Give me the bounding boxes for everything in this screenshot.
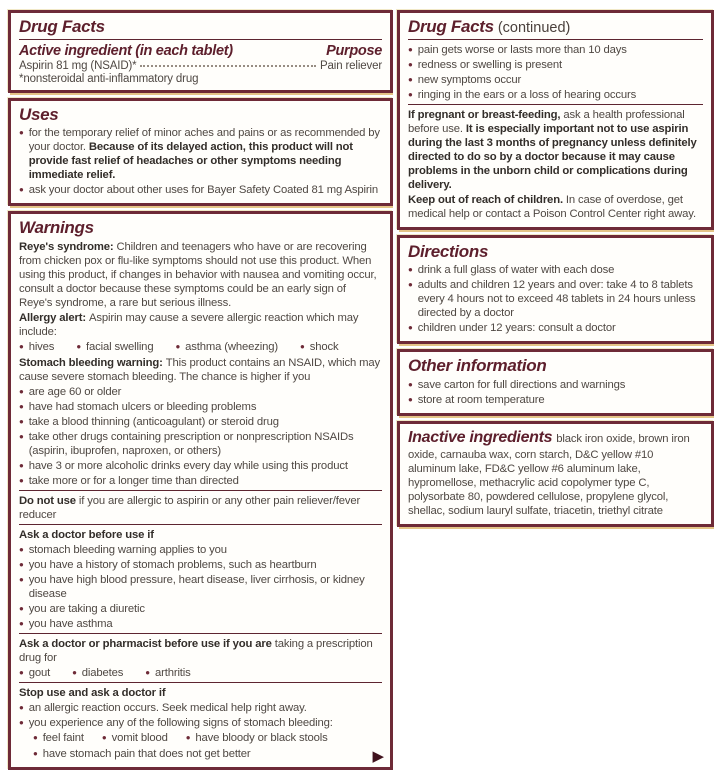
bullet-item <box>408 58 703 72</box>
bullet-icon: ● <box>408 89 413 99</box>
bold-text-run: It is especially important not to use aspirin during the last 3 months of pregnancy unless definitely directed to do so by a doctor because it may cause problems in the unborn child or complications during delivery. <box>408 122 697 191</box>
continued-arrow-icon: ▶ <box>372 747 384 765</box>
section-heading-text: Drug Facts <box>19 17 105 36</box>
bullet-icon: ● <box>19 431 24 441</box>
bullet-item <box>186 731 328 745</box>
bullet-icon: ● <box>19 618 24 628</box>
bullet-item <box>19 400 382 414</box>
text-run: have stomach pain that does not get better <box>42 747 251 760</box>
text-run: for the temporary relief of minor aches and pains or as recommended by your doctor. <box>28 127 380 154</box>
bullet-icon: ● <box>408 74 413 84</box>
text-run: In case of overdose, get medical help or contact a Poison Control Center right away. <box>408 193 696 220</box>
paragraph <box>19 356 382 384</box>
continued-box <box>397 10 714 230</box>
text-run: you have asthma <box>28 617 113 630</box>
bold-text-run: Reye's syndrome: <box>19 240 117 253</box>
text-run: if you are allergic to aspirin or any other pain reliever/fever reducer <box>19 494 361 521</box>
text-run: you experience any of the following signs of stomach bleeding: <box>28 716 333 729</box>
text-run: children under 12 years: consult a doctor <box>417 322 616 335</box>
bullet-item <box>19 543 382 557</box>
bullet-text: asthma (wheezing) <box>185 340 279 353</box>
section-heading-text: Other information <box>408 356 547 376</box>
bullet-row <box>33 731 382 745</box>
bullet-icon: ● <box>300 341 305 351</box>
bullet-item <box>19 385 382 399</box>
bullet-item <box>19 666 50 680</box>
paragraph <box>408 428 703 518</box>
bullet-item <box>19 716 382 730</box>
bullet-item <box>19 701 382 715</box>
text-run: stomach bleeding warning applies to you <box>28 543 227 556</box>
bullet-item <box>19 430 382 458</box>
bullet-item <box>175 340 278 354</box>
bullet-icon: ● <box>19 401 24 411</box>
bullet-icon: ● <box>19 341 24 351</box>
bullet-text <box>29 716 382 730</box>
bullet-icon: ● <box>408 379 413 389</box>
section-heading-text: Directions <box>408 241 489 261</box>
bullet-text <box>29 558 382 572</box>
bullet-item <box>408 321 703 335</box>
bullet-text: have bloody or black stools <box>195 731 328 744</box>
text-run: save carton for full directions and warnings <box>417 378 626 391</box>
text-run: take other drugs containing prescription or nonprescription NSAIDs (aspirin, ibuprofen, naproxen, or others) <box>28 430 354 457</box>
paragraph <box>19 240 382 310</box>
bullet-item <box>19 573 382 601</box>
bullet-icon: ● <box>19 475 24 485</box>
bold-text-run: Allergy alert: <box>19 311 89 324</box>
bullet-text <box>29 183 382 197</box>
bullet-icon: ● <box>408 265 413 275</box>
bold-text-run: Do not use <box>19 494 79 507</box>
text-run: ringing in the ears or a loss of hearing occurs <box>417 88 637 101</box>
bullet-text <box>29 126 382 182</box>
bullet-row <box>19 340 382 354</box>
bullet-row <box>19 666 382 680</box>
section-heading-text: Uses <box>19 104 59 124</box>
bullet-text <box>29 573 382 601</box>
text-run: redness or swelling is present <box>417 58 562 71</box>
bullet-item <box>19 474 382 488</box>
bullet-item <box>145 666 190 680</box>
bullet-text <box>29 543 382 557</box>
bullet-item <box>19 558 382 572</box>
other-information-box <box>397 349 714 416</box>
bullet-text <box>43 747 382 761</box>
bullet-icon: ● <box>19 702 24 712</box>
bullet-icon: ● <box>19 460 24 470</box>
section-heading-suffix: (continued) <box>493 20 571 36</box>
bullet-icon: ● <box>408 280 413 290</box>
ingredient-name: Aspirin 81 mg (NSAID)* <box>19 59 137 72</box>
purpose-heading: Purpose <box>326 42 382 59</box>
panel-header-box <box>8 10 393 93</box>
bullet-text <box>29 474 382 488</box>
footnote-text: *nonsteroidal anti-inflammatory drug <box>19 72 199 85</box>
bold-text-run: Ask a doctor or pharmacist before use if you are <box>19 637 275 650</box>
divider-rule <box>408 39 703 40</box>
bullet-text: feel faint <box>42 731 84 744</box>
bullet-item <box>19 602 382 616</box>
bullet-text <box>418 278 703 320</box>
section-heading-text: Warnings <box>19 218 94 238</box>
bullet-item <box>76 340 153 354</box>
bullet-icon: ● <box>19 386 24 396</box>
bold-text-run: If pregnant or breast-feeding, <box>408 108 564 121</box>
bullet-item <box>408 263 703 277</box>
bullet-item <box>408 43 703 57</box>
section-heading <box>19 218 382 238</box>
section-heading <box>408 356 703 376</box>
text-run: pain gets worse or lasts more than 10 days <box>417 43 627 56</box>
bullet-icon: ● <box>175 341 181 351</box>
bullet-text: arthritis <box>154 666 191 679</box>
paragraph <box>19 528 382 542</box>
divider-rule <box>19 682 382 683</box>
bullet-item <box>19 415 382 429</box>
warnings-box <box>8 211 393 770</box>
ingredient-purpose-row <box>19 60 382 72</box>
bold-text-run: Stop use and ask a doctor if <box>19 686 166 699</box>
active-ingredient-header-row <box>19 43 382 59</box>
bullet-text: hives <box>28 340 55 353</box>
bullet-text <box>418 88 703 102</box>
right-column <box>397 10 714 527</box>
bullet-item <box>19 617 382 631</box>
inactive-ingredients-box <box>397 421 714 527</box>
bullet-item <box>408 393 703 407</box>
bullet-icon: ● <box>408 44 413 54</box>
paragraph <box>408 193 703 221</box>
divider-rule <box>19 39 382 40</box>
bullet-text <box>418 58 703 72</box>
divider-rule <box>408 104 703 105</box>
bullet-icon: ● <box>408 323 413 333</box>
left-column <box>8 10 393 765</box>
bullet-text: diabetes <box>81 666 124 679</box>
inline-section-heading: Inactive ingredients <box>408 428 553 446</box>
bold-text-run: Because of its delayed action, this product will not provide fast relief of headaches or other symptoms needing immediate relief. <box>28 141 353 182</box>
bullet-icon: ● <box>72 667 77 677</box>
bullet-item <box>408 278 703 320</box>
text-run: you have a history of stomach problems, such as heartburn <box>28 558 317 571</box>
bold-text-run: Stomach bleeding warning: <box>19 356 166 369</box>
text-run: new symptoms occur <box>417 73 522 86</box>
divider-rule <box>19 524 382 525</box>
section-heading-text: Drug Facts <box>408 17 494 36</box>
section-heading <box>408 242 703 262</box>
text-run: have 3 or more alcoholic drinks every day while using this product <box>28 459 348 472</box>
bullet-text <box>418 73 703 87</box>
divider-rule <box>19 633 382 634</box>
bullet-text <box>418 393 703 407</box>
bullet-item <box>33 747 382 761</box>
bullet-text <box>418 378 703 392</box>
bullet-text <box>29 415 382 429</box>
paragraph <box>19 686 382 700</box>
bullet-icon: ● <box>19 667 24 677</box>
text-run: take a blood thinning (anticoagulant) or steroid drug <box>28 415 279 428</box>
bullet-text <box>418 263 703 277</box>
paragraph <box>408 108 703 192</box>
bullet-icon: ● <box>19 717 24 727</box>
bullet-text <box>418 321 703 335</box>
bullet-item <box>408 73 703 87</box>
bullet-item <box>72 666 123 680</box>
text-run: ask a health professional before use. <box>408 108 685 135</box>
bullet-text: shock <box>309 340 339 353</box>
paragraph <box>19 494 382 522</box>
bullet-item <box>19 183 382 197</box>
bullet-item <box>408 88 703 102</box>
text-run: store at room temperature <box>417 393 545 406</box>
bullet-icon: ● <box>408 59 413 69</box>
bullet-text <box>29 430 382 458</box>
bullet-icon: ● <box>19 544 24 554</box>
bullet-item <box>102 731 168 745</box>
bullet-item <box>19 340 54 354</box>
text-run: Aspirin may cause a severe allergic reaction which may include: <box>19 311 359 338</box>
bold-text-run: Ask a doctor before use if <box>19 528 154 541</box>
section-heading <box>19 105 382 125</box>
text-run: drink a full glass of water with each dose <box>417 264 615 277</box>
bullet-item <box>300 340 338 354</box>
text-run: This product contains an NSAID, which may cause severe stomach bleeding. The chance is higher if you <box>19 356 380 383</box>
text-run: an allergic reaction occurs. Seek medical help right away. <box>28 701 307 714</box>
text-run: taking a prescription drug for <box>19 637 373 664</box>
purpose-value: Pain reliever <box>320 59 382 72</box>
text-run: you have high blood pressure, heart disease, liver cirrhosis, or kidney disease <box>28 573 365 600</box>
text-run: have had stomach ulcers or bleeding problems <box>28 400 257 413</box>
bullet-text <box>29 617 382 631</box>
uses-box <box>8 98 393 207</box>
bullet-icon: ● <box>19 603 24 613</box>
bullet-item <box>19 126 382 182</box>
active-ingredient-heading: Active ingredient (in each tablet) <box>19 42 233 59</box>
directions-box <box>397 235 714 345</box>
section-heading <box>19 17 382 37</box>
text-run: you are taking a diuretic <box>28 602 145 615</box>
bullet-text <box>29 400 382 414</box>
bullet-icon: ● <box>101 732 107 742</box>
text-run: black iron oxide, brown iron oxide, carnauba wax, corn starch, D&C yellow #10 aluminum lake, FD&C yellow #6 aluminum lake, hypromellose, methacrylic acid copolymer type C, polysorbate 80, powdered cellulose, propylene glycol, shellac, sodium lauryl sulfate, triacetin, triethyl citrate <box>408 432 690 517</box>
bullet-item <box>408 378 703 392</box>
bullet-text <box>418 43 703 57</box>
paragraph <box>19 637 382 665</box>
bullet-text: gout <box>28 666 51 679</box>
bullet-icon: ● <box>185 732 191 742</box>
bullet-item <box>33 731 84 745</box>
bold-text-run: Keep out of reach of children. <box>408 193 566 206</box>
text-run: are age 60 or older <box>28 385 122 398</box>
bullet-icon: ● <box>408 394 413 404</box>
bullet-icon: ● <box>76 341 81 351</box>
paragraph <box>19 311 382 339</box>
bullet-text: vomit blood <box>111 731 168 744</box>
bullet-text <box>29 602 382 616</box>
bullet-text: facial swelling <box>86 340 154 353</box>
bullet-text <box>29 701 382 715</box>
bullet-icon: ● <box>19 185 24 195</box>
dotted-leader <box>140 65 316 67</box>
bullet-icon: ● <box>33 732 38 742</box>
bullet-icon: ● <box>19 416 24 426</box>
text-run: ask your doctor about other uses for Bayer Safety Coated 81 mg Aspirin <box>28 184 379 197</box>
section-heading <box>408 17 703 37</box>
bullet-icon: ● <box>19 574 24 584</box>
text-run: Children and teenagers who have or are recovering from chicken pox or flu-like symptoms should not use this product. When using this product, if changes in behavior with nausea and vomiting occur, consult a doctor because these symptoms could be an early sign of Reye's syndrome, a rare but serious illness. <box>19 240 377 309</box>
bullet-icon: ● <box>19 559 24 569</box>
bullet-icon: ● <box>33 748 38 758</box>
bullet-text <box>29 385 382 399</box>
text-run: adults and children 12 years and over: take 4 to 8 tablets every 4 hours not to exceed 48 tablets in 24 hours unless directed by a doctor <box>417 279 696 320</box>
bullet-icon: ● <box>145 667 150 677</box>
text-run: take more or for a longer time than directed <box>28 474 239 487</box>
bullet-item <box>19 459 382 473</box>
bullet-icon: ● <box>19 128 24 138</box>
divider-rule <box>19 490 382 491</box>
bullet-text <box>29 459 382 473</box>
